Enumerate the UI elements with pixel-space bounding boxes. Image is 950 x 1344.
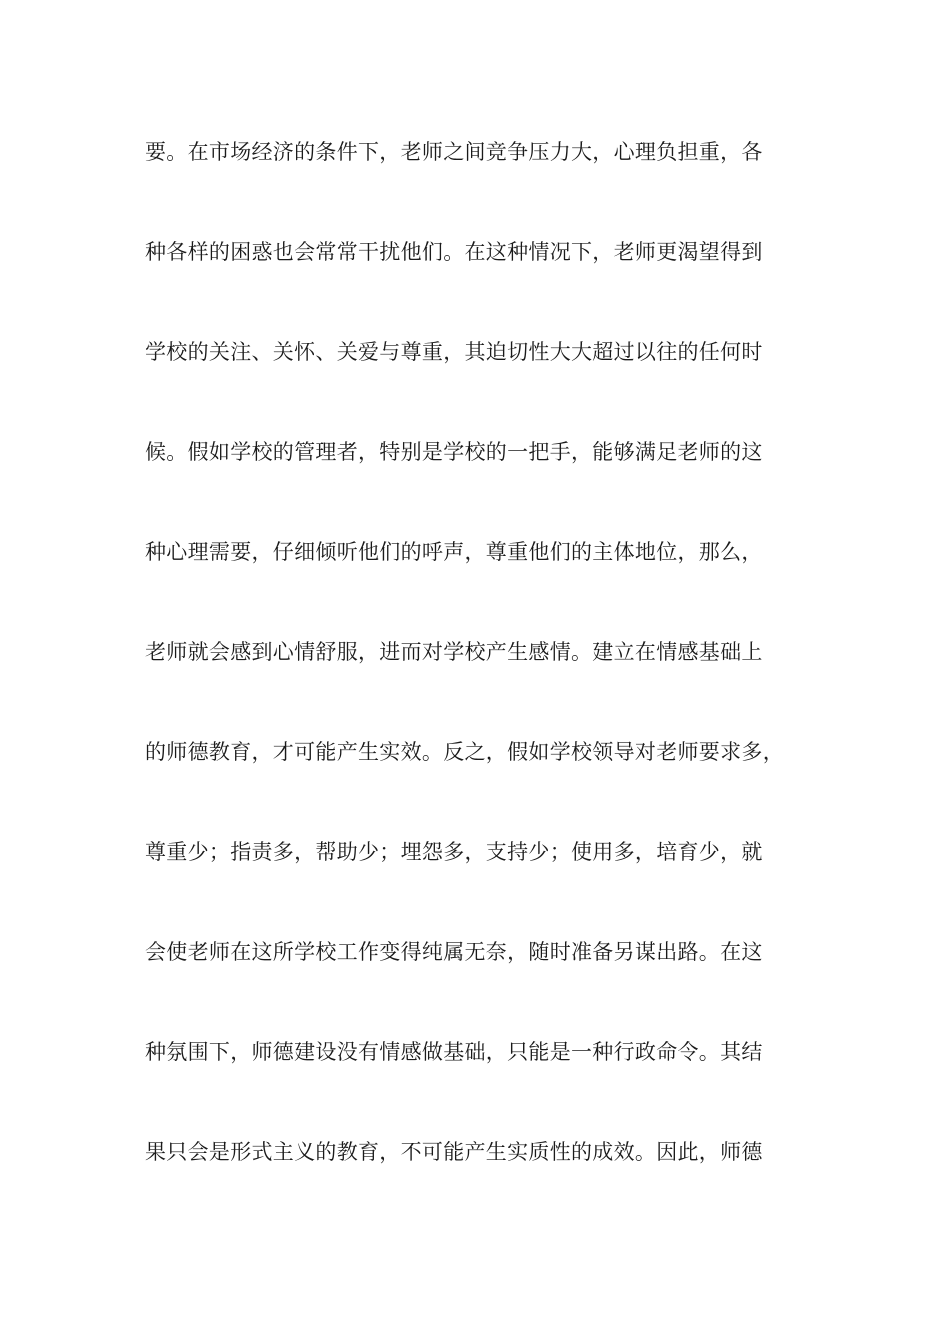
text-line: 要。在市场经济的条件下，老师之间竞争压力大，心理负担重，各 (145, 140, 763, 164)
body-text (145, 130, 835, 1230)
text-line: 种各样的困惑也会常常干扰他们。在这种情况下，老师更渴望得到 (145, 240, 763, 264)
text-line: 果只会是形式主义的教育，不可能产生实质性的成效。因此，师德 (145, 1140, 763, 1164)
text-line: 尊重少；指责多，帮助少；埋怨多，支持少；使用多，培育少，就 (145, 840, 763, 864)
text-line: 种氛围下，师德建设没有情感做基础，只能是一种行政命令。其结 (145, 1040, 763, 1064)
text-line: 的师德教育，才可能产生实效。反之，假如学校领导对老师要求多， (145, 740, 784, 764)
text-line: 会使老师在这所学校工作变得纯属无奈，随时准备另谋出路。在这 (145, 940, 763, 964)
text-line: 老师就会感到心情舒服，进而对学校产生感情。建立在情感基础上 (145, 640, 763, 664)
text-line: 学校的关注、关怀、关爱与尊重，其迫切性大大超过以往的任何时 (145, 340, 763, 364)
text-line: 候。假如学校的管理者，特别是学校的一把手，能够满足老师的这 (145, 440, 763, 464)
text-line: 种心理需要，仔细倾听他们的呼声，尊重他们的主体地位，那么， (145, 540, 763, 564)
